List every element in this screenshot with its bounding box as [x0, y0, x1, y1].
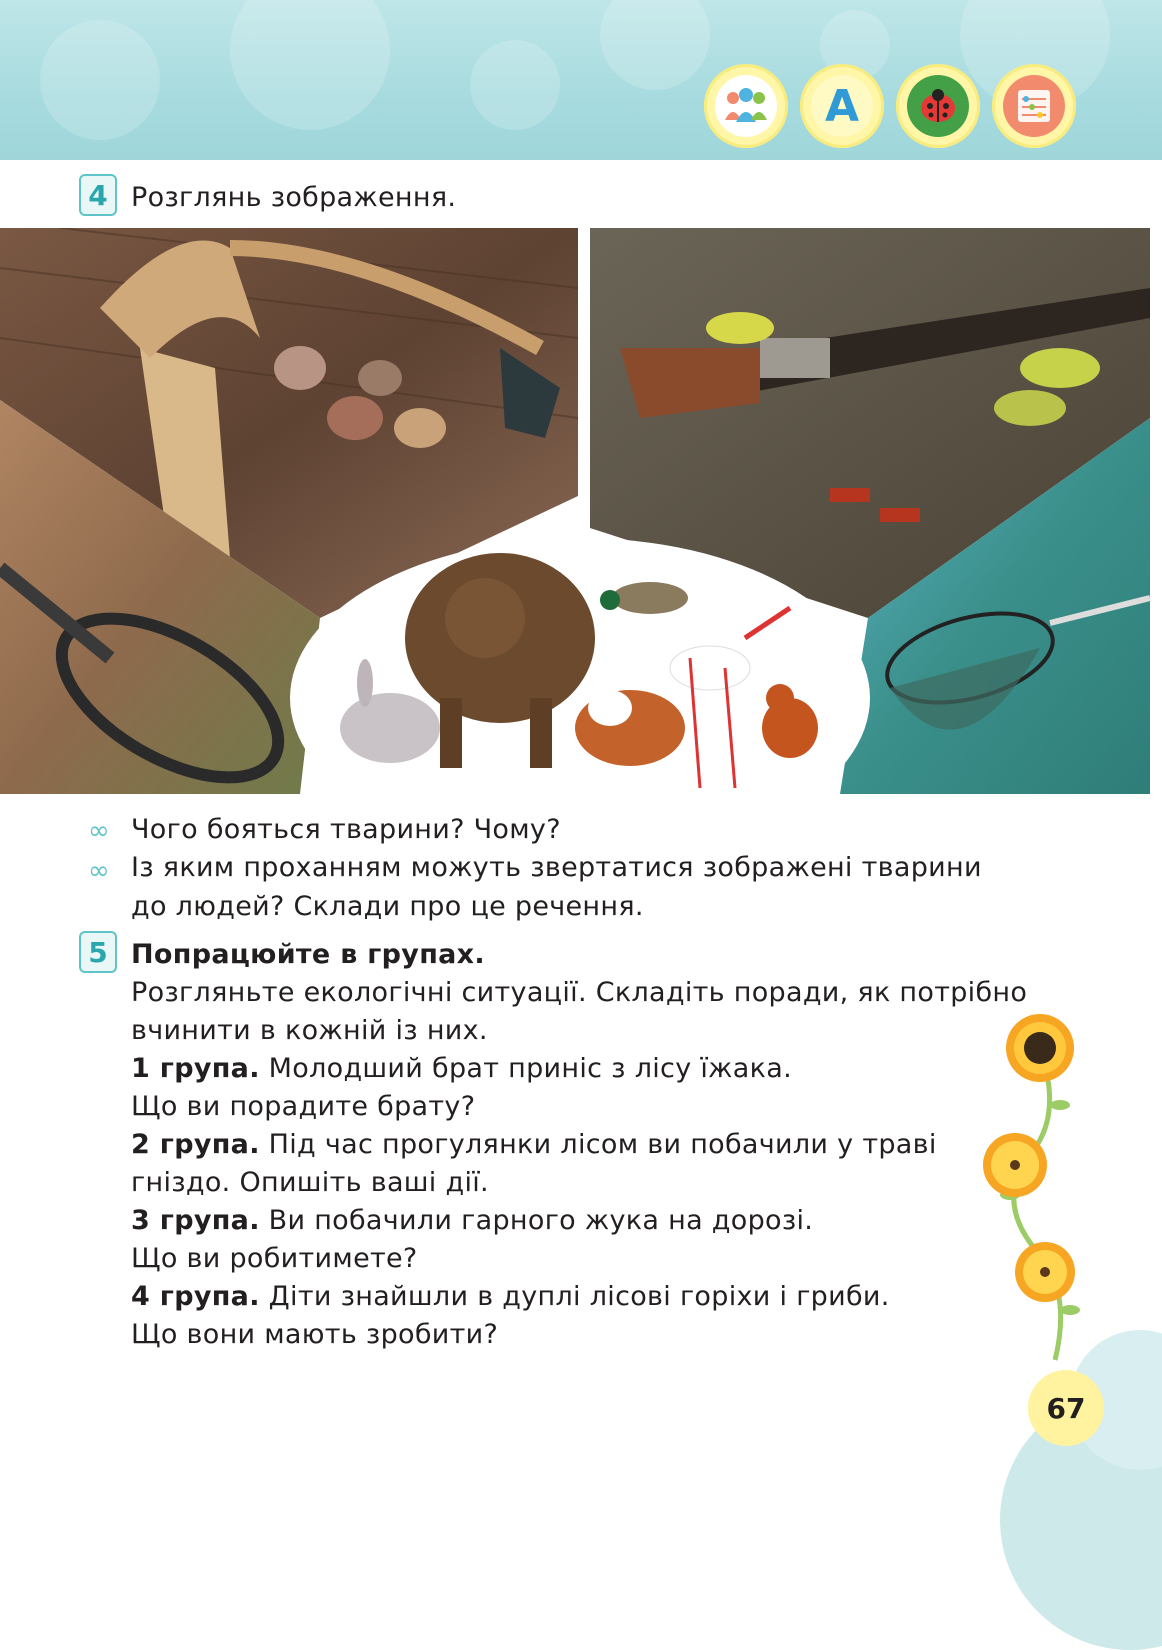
group-2-label: 2 група.	[131, 1129, 260, 1160]
group-2-text: Під час прогулянки лісом ви побачили у траві	[259, 1129, 937, 1160]
letter-a: A	[824, 80, 860, 132]
task-5-title: Попрацюйте в групах.	[131, 939, 485, 970]
question-2-line-2: до людей? Склади про це речення.	[131, 891, 644, 922]
group-4-text: Діти знайшли в дуплі лісові горіхи і гриби.	[259, 1281, 890, 1312]
question-2-line-1: Із яким проханням можуть звертатися зображені тварини	[131, 852, 982, 883]
bullet-icon: ∞	[88, 856, 110, 886]
group-2-line-2: гніздо. Опишіть ваші дії.	[131, 1167, 489, 1198]
task-4-number: 4	[79, 174, 117, 216]
group-3-label: 3 група.	[131, 1205, 260, 1236]
group-1-text: Молодший брат приніс з лісу їжака.	[259, 1053, 792, 1084]
ladybug-icon	[896, 64, 980, 148]
bullet-icon: ∞	[88, 816, 110, 846]
question-1: Чого бояться тварини? Чому?	[131, 814, 561, 845]
group-1-line-1	[131, 1049, 792, 1088]
group-4-label: 4 група.	[131, 1281, 260, 1312]
group-work-icon	[704, 64, 788, 148]
letter-a-icon	[800, 64, 884, 148]
task-5-number: 5	[79, 931, 117, 973]
page-number: 67	[1028, 1370, 1104, 1446]
group-3-text: Ви побачили гарного жука на дорозі.	[259, 1205, 814, 1236]
task-5-intro-line-2: вчинити в кожній із них.	[131, 1015, 488, 1046]
group-4-line-2: Що вони мають зробити?	[131, 1319, 499, 1350]
abacus-icon	[992, 64, 1076, 148]
header-band	[0, 0, 1162, 160]
sunflower-decoration	[975, 1010, 1095, 1370]
group-3-line-1	[131, 1201, 813, 1240]
group-1-line-2: Що ви порадите брату?	[131, 1091, 476, 1122]
group-4-line-1	[131, 1277, 890, 1316]
task-4-title: Розглянь зображення.	[131, 182, 457, 213]
group-2-line-1	[131, 1125, 937, 1164]
group-3-line-2: Що ви робитимете?	[131, 1243, 418, 1274]
photo-collage	[0, 228, 1162, 794]
task-5-intro-line-1: Розгляньте екологічні ситуації. Складіть поради, як потрібно	[131, 977, 1028, 1008]
group-1-label: 1 група.	[131, 1053, 260, 1084]
collage-svg	[0, 228, 1162, 794]
